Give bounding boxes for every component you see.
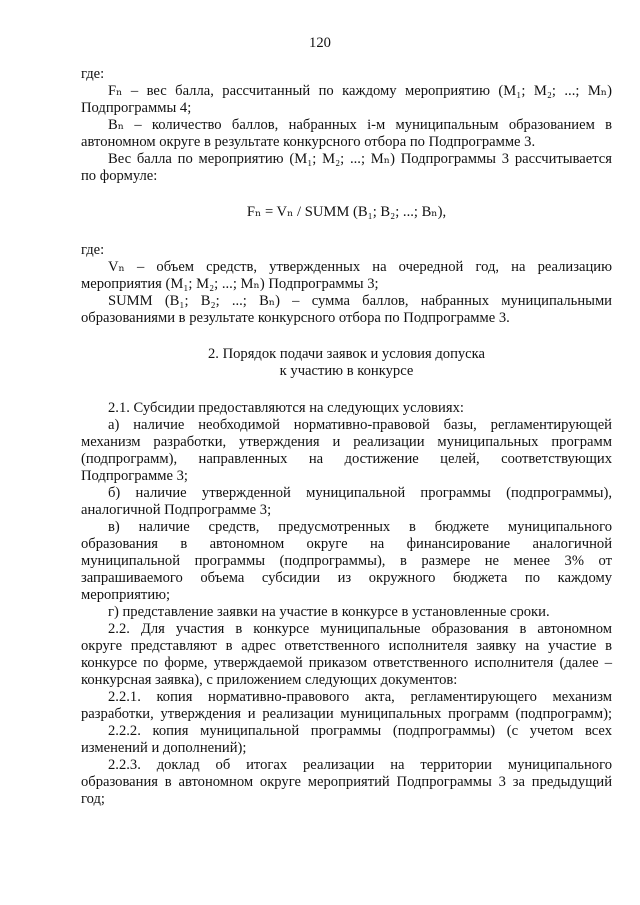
text-line: Bₙ – количество баллов, набранных i-м муниципальным образованием в: [108, 117, 612, 133]
text-line: SUMM (B₁; B₂; ...; Bₙ) – сумма баллов, набранных муниципальными: [108, 293, 612, 309]
text-line: где:: [81, 242, 105, 258]
text-line: Vₙ – объем средств, утвержденных на очередной год, на реализацию: [108, 259, 612, 275]
text-line: 2.2.3. доклад об итогах реализации на территории муниципального: [108, 757, 612, 773]
text-line: образования в автономном округе на финансирование аналогичной: [81, 536, 612, 552]
text-line: автономном округе в результате конкурсного отбора по Подпрограмме 3.: [81, 134, 536, 150]
text-line: в) наличие средств, предусмотренных в бюджете муниципального: [108, 519, 612, 535]
text-line: год;: [81, 791, 105, 807]
heading-line: к участию в конкурсе: [279, 363, 414, 379]
text-line: округе представляют в адрес ответственного исполнителя заявку на участие в: [81, 638, 612, 654]
text-line: Подпрограммы 4;: [81, 100, 192, 116]
text-line: где:: [81, 66, 105, 82]
text-line: образования в автономном округе мероприятий Подпрограммы 3 за предыдущий: [81, 774, 612, 790]
text-line: 2.1. Субсидии предоставляются на следующих условиях:: [108, 400, 464, 416]
text-line: 2.2. Для участия в конкурсе муниципальные образования в автономном: [108, 621, 612, 637]
text-line: запрашиваемого объема субсидии из окружного бюджета по каждому: [81, 570, 612, 586]
definitions-block-1: [81, 66, 612, 185]
text-line: г) представление заявки на участие в конкурсе в установленные сроки.: [108, 604, 550, 620]
text-line: Подпрограмме 3;: [81, 468, 188, 484]
text-line: Fₙ – вес балла, рассчитанный по каждому мероприятию (M₁; M₂; ...; Mₙ): [108, 83, 612, 99]
text-line: механизм разработки, утверждения и реализации муниципальных программ: [81, 434, 612, 450]
text-line: 2.2.2. копия муниципальной программы (подпрограммы) (с учетом всех: [108, 723, 612, 739]
text-line: Вес балла по мероприятию (M₁; M₂; ...; Mₙ) Подпрограммы 3 рассчитывается: [108, 151, 612, 167]
text-line: а) наличие необходимой нормативно-правовой базы, регламентирующей: [108, 417, 612, 433]
text-line: конкурсная заявка), с приложением следующих документов:: [81, 672, 458, 688]
text-line: 2.2.1. копия нормативно-правового акта, регламентирующего механизм: [108, 689, 612, 705]
text-line: муниципальной программы (подпрограммы), в размере не менее 3% от: [81, 553, 612, 569]
text-line: (подпрограмм), направленных на достижение целей, соответствующих: [81, 451, 612, 467]
text-line: мероприятию;: [81, 587, 171, 603]
text-line: конкурсе по форме, утверждаемой приказом ответственного исполнителя (далее –: [81, 655, 612, 671]
text-line: разработки, утверждения и реализации муниципальных программ (подпрограмм);: [81, 706, 612, 722]
section-body: [81, 400, 612, 808]
text-line: б) наличие утвержденной муниципальной программы (подпрограммы),: [108, 485, 612, 501]
definitions-block-2: [81, 242, 612, 327]
heading-line: 2. Порядок подачи заявок и условия допуска: [207, 346, 485, 362]
text-line: изменений и дополнений);: [81, 740, 247, 756]
formula: [81, 204, 612, 221]
page-number: 120: [309, 35, 331, 51]
section-heading: [81, 346, 612, 380]
text-line: образованиями в результате конкурсного отбора по Подпрограмме 3.: [81, 310, 510, 326]
text-line: по формуле:: [81, 168, 158, 184]
formula-text: Fₙ = Vₙ / SUMM (B₁; B₂; ...; Bₙ),: [246, 204, 447, 220]
text-line: аналогичной Подпрограмме 3;: [81, 502, 272, 518]
text-line: мероприятия (M₁; M₂; ...; Mₙ) Подпрограммы 3;: [81, 276, 379, 292]
